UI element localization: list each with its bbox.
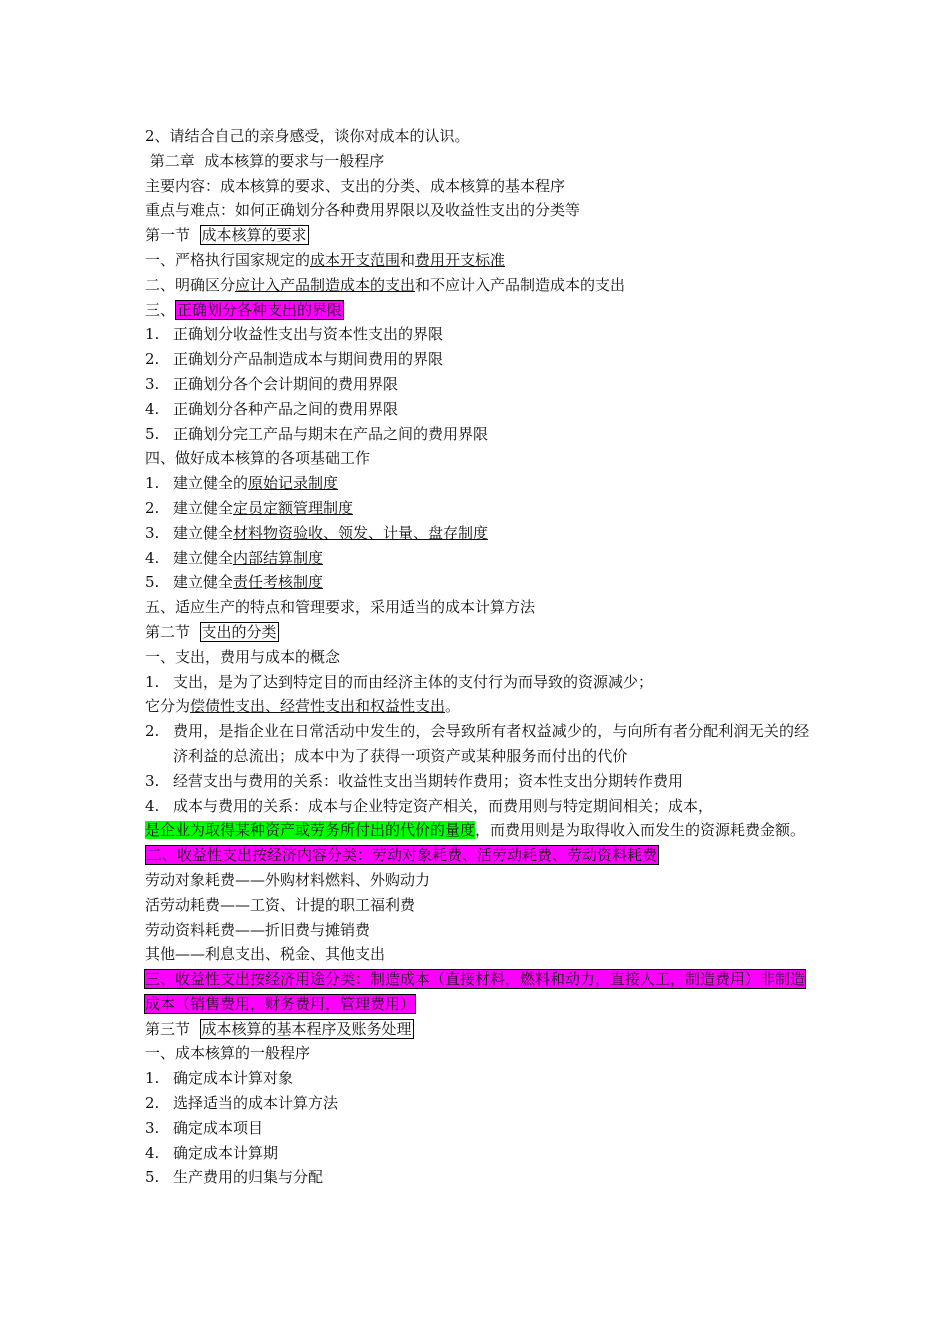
list-number: 2. xyxy=(145,1094,160,1113)
requirement-4: 四、做好成本核算的各项基础工作 xyxy=(145,449,371,468)
list-text: 确定成本项目 xyxy=(173,1118,264,1137)
chapter-title: 第二章 成本核算的要求与一般程序 xyxy=(145,151,385,170)
classification-by-content xyxy=(145,843,810,868)
list-underline: 材料物资验收、领发、计量、盘存制度 xyxy=(233,523,489,542)
section-1-title: 成本核算的要求 xyxy=(201,226,307,245)
split-underline: 偿债性支出、经营性支出和权益性支出 xyxy=(190,697,446,716)
procedure-heading: 一、成本核算的一般程序 xyxy=(145,1044,311,1063)
list-text: 支出，是为了达到特定目的而由经济主体的支付行为而导致的资源减少； xyxy=(173,672,654,691)
list-item xyxy=(145,769,810,794)
list-text: 生产费用的归集与分配 xyxy=(173,1168,324,1187)
list-underline: 定员定额管理制度 xyxy=(233,498,354,517)
classification-by-purpose xyxy=(145,967,810,1017)
list-number: 4. xyxy=(145,399,160,418)
concept-heading: 一、支出，费用与成本的概念 xyxy=(145,647,341,666)
list-item xyxy=(145,422,810,447)
list-underline: 责任考核制度 xyxy=(233,573,324,592)
list-text: 正确划分各个会计期间的费用界限 xyxy=(173,374,399,393)
list-number: 1. xyxy=(145,325,160,344)
list-number: 4. xyxy=(145,796,160,815)
requirement-2-underline: 应计入产品制造成本的支出 xyxy=(235,275,416,294)
list-item xyxy=(145,521,810,546)
green-highlight: 是企业为取得某种资产或劳务所付出的代价的量度 xyxy=(145,821,476,840)
requirement-1-text: 一、严格执行国家规定的 xyxy=(145,250,311,269)
list-item xyxy=(145,719,810,769)
list-underline: 原始记录制度 xyxy=(248,474,339,493)
split-prefix: 它分为 xyxy=(145,697,191,716)
list-text: 确定成本计算期 xyxy=(173,1143,279,1162)
section-3-prefix: 第三节 xyxy=(145,1019,200,1038)
section-2-prefix: 第二节 xyxy=(145,622,200,641)
requirement-1-underline-b: 费用开支标准 xyxy=(415,250,506,269)
content-item: 其他——利息支出、税金、其他支出 xyxy=(145,945,386,964)
list-item xyxy=(145,1091,810,1116)
list-item xyxy=(145,1066,810,1091)
list-number: 1. xyxy=(145,1069,160,1088)
requirement-4-list xyxy=(145,471,810,595)
classification-by-content-highlight: 二、收益性支出按经济内容分类：劳动对象耗费、活劳动耗费、劳动资料耗费 xyxy=(147,846,658,865)
list-text: 费用，是指企业在日常活动中发生的，会导致所有者权益减少的，与向所有者分配利润无关的经济利益的总流出；成本中为了获得一项资产或某种服务而付出的代价 xyxy=(173,722,810,765)
list-text: 成本与费用的关系：成本与企业特定资产相关，而费用则与特定期间相关；成本， xyxy=(173,796,714,815)
list-number: 3. xyxy=(145,1118,160,1137)
list-number: 2. xyxy=(145,350,160,369)
list-item xyxy=(145,670,810,695)
list-item xyxy=(145,322,810,347)
section-3-title: 成本核算的基本程序及账务处理 xyxy=(201,1019,412,1038)
document-body xyxy=(145,124,810,1190)
list-underline: 内部结算制度 xyxy=(233,548,324,567)
list-text: 建立健全 xyxy=(173,573,234,592)
list-number: 3. xyxy=(145,374,160,393)
list-text: 经营支出与费用的关系：收益性支出当期转作费用；资本性支出分期转作费用 xyxy=(173,771,684,790)
list-number: 3. xyxy=(145,771,160,790)
requirement-1-underline-a: 成本开支范围 xyxy=(310,250,401,269)
list-item xyxy=(145,570,810,595)
expenditure-split-line xyxy=(145,694,810,719)
list-item xyxy=(145,372,810,397)
main-content-line: 主要内容：成本核算的要求、支出的分类、成本核算的基本程序 xyxy=(145,176,566,195)
list-item xyxy=(145,794,810,819)
list-item xyxy=(145,397,810,422)
classification-by-purpose-highlight: 三、收益性支出按经济用途分类：制造成本（直接材料，燃料和动力，直接人工，制造费用）非制造成本（销售费用，财务费用，管理费用） xyxy=(145,970,806,1013)
list-number: 5. xyxy=(145,573,160,592)
requirement-2 xyxy=(145,273,810,298)
content-item: 活劳动耗费——工资、计提的职工福利费 xyxy=(145,895,416,914)
requirement-3-list xyxy=(145,322,810,446)
list-number: 5. xyxy=(145,424,160,443)
list-number: 3. xyxy=(145,523,160,542)
requirement-2-text: 二、明确区分 xyxy=(145,275,236,294)
section-3-heading xyxy=(145,1017,810,1042)
list-item xyxy=(145,1116,810,1141)
requirement-1 xyxy=(145,248,810,273)
list-number: 5. xyxy=(145,1168,160,1187)
section-1-prefix: 第一节 xyxy=(145,226,200,245)
list-item xyxy=(145,471,810,496)
list-text: 正确划分完工产品与期末在产品之间的费用界限 xyxy=(173,424,489,443)
requirement-3-prefix: 三、 xyxy=(145,300,176,319)
list-text: 确定成本计算对象 xyxy=(173,1069,294,1088)
list-text: 正确划分收益性支出与资本性支出的界限 xyxy=(173,325,444,344)
list-number: 4. xyxy=(145,548,160,567)
list-text: 正确划分各种产品之间的费用界限 xyxy=(173,399,399,418)
section-2-heading xyxy=(145,620,810,645)
section-2-title: 支出的分类 xyxy=(201,622,277,641)
cost-definition-rest: ，而费用则是为取得收入而发生的资源耗费金额。 xyxy=(475,821,806,840)
list-number: 1. xyxy=(145,672,160,691)
list-item xyxy=(145,546,810,571)
split-suffix: 。 xyxy=(445,697,461,716)
cost-definition-paragraph xyxy=(145,818,810,843)
list-text: 正确划分产品制造成本与期间费用的界限 xyxy=(173,350,444,369)
list-text: 选择适当的成本计算方法 xyxy=(173,1094,339,1113)
procedure-list xyxy=(145,1066,810,1190)
list-number: 4. xyxy=(145,1143,160,1162)
content-item: 劳动对象耗费——外购材料燃料、外购动力 xyxy=(145,870,431,889)
list-text: 建立健全 xyxy=(173,498,234,517)
requirement-3 xyxy=(145,298,810,323)
requirement-1-conj: 和 xyxy=(400,250,416,269)
requirement-3-highlight: 正确划分各种支出的界限 xyxy=(177,300,343,319)
list-item xyxy=(145,496,810,521)
list-text: 建立健全 xyxy=(173,548,234,567)
list-text: 建立健全的 xyxy=(173,474,249,493)
list-item xyxy=(145,1141,810,1166)
requirement-5: 五、适应生产的特点和管理要求，采用适当的成本计算方法 xyxy=(145,598,536,617)
list-text: 建立健全 xyxy=(173,523,234,542)
key-points-line: 重点与难点：如何正确划分各种费用界限以及收益性支出的分类等 xyxy=(145,201,581,220)
question-line: 2、请结合自己的亲身感受，谈你对成本的认识。 xyxy=(145,127,470,145)
requirement-2-rest: 和不应计入产品制造成本的支出 xyxy=(415,275,626,294)
list-item xyxy=(145,347,810,372)
list-number: 1. xyxy=(145,474,160,493)
content-item: 劳动资料耗费——折旧费与摊销费 xyxy=(145,920,371,939)
section-1-heading xyxy=(145,223,810,248)
list-item xyxy=(145,1165,810,1190)
list-number: 2. xyxy=(145,498,160,517)
list-number: 2. xyxy=(145,722,160,741)
